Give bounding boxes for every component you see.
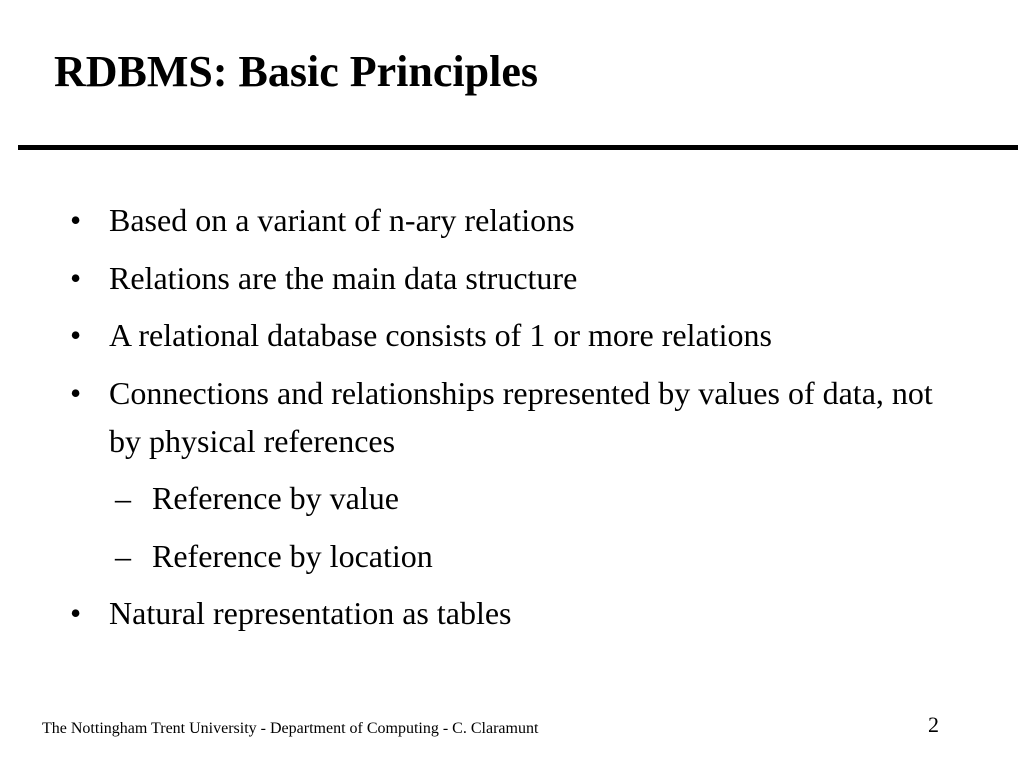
sub-bullet-item: [115, 532, 970, 580]
sub-bullet-item: [115, 474, 970, 522]
bullet-text: Connections and relationships represented by values of data, not by physical references: [109, 374, 933, 459]
bullet-marker: •: [70, 317, 82, 353]
bullet-marker: •: [70, 202, 82, 238]
bullet-item: [70, 196, 970, 244]
title-divider: [18, 145, 1018, 150]
sub-bullet-marker: –: [115, 537, 131, 574]
bullet-item: [70, 369, 970, 580]
sub-bullet-list: [109, 474, 970, 580]
bullet-text: Based on a variant of n-ary relations: [109, 202, 575, 238]
bullet-marker: •: [70, 374, 82, 411]
bullet-item: [70, 311, 970, 359]
page-number: 2: [928, 712, 939, 737]
footer-text: The Nottingham Trent University - Department of Computing - C. Claramunt: [42, 720, 539, 737]
sub-bullet-text: Reference by value: [152, 480, 399, 516]
sub-bullet-text: Reference by location: [152, 537, 433, 574]
bullet-list: [70, 196, 970, 647]
bullet-text: Natural representation as tables: [109, 595, 512, 631]
bullet-text: A relational database consists of 1 or more relations: [109, 317, 772, 353]
bullet-item: [70, 589, 970, 637]
bullet-item: [70, 254, 970, 302]
bullet-text: Relations are the main data structure: [109, 259, 578, 296]
bullet-marker: •: [70, 595, 82, 631]
bullet-marker: •: [70, 259, 82, 296]
slide-title: RDBMS: Basic Principles: [54, 47, 538, 96]
sub-bullet-marker: –: [115, 480, 131, 516]
